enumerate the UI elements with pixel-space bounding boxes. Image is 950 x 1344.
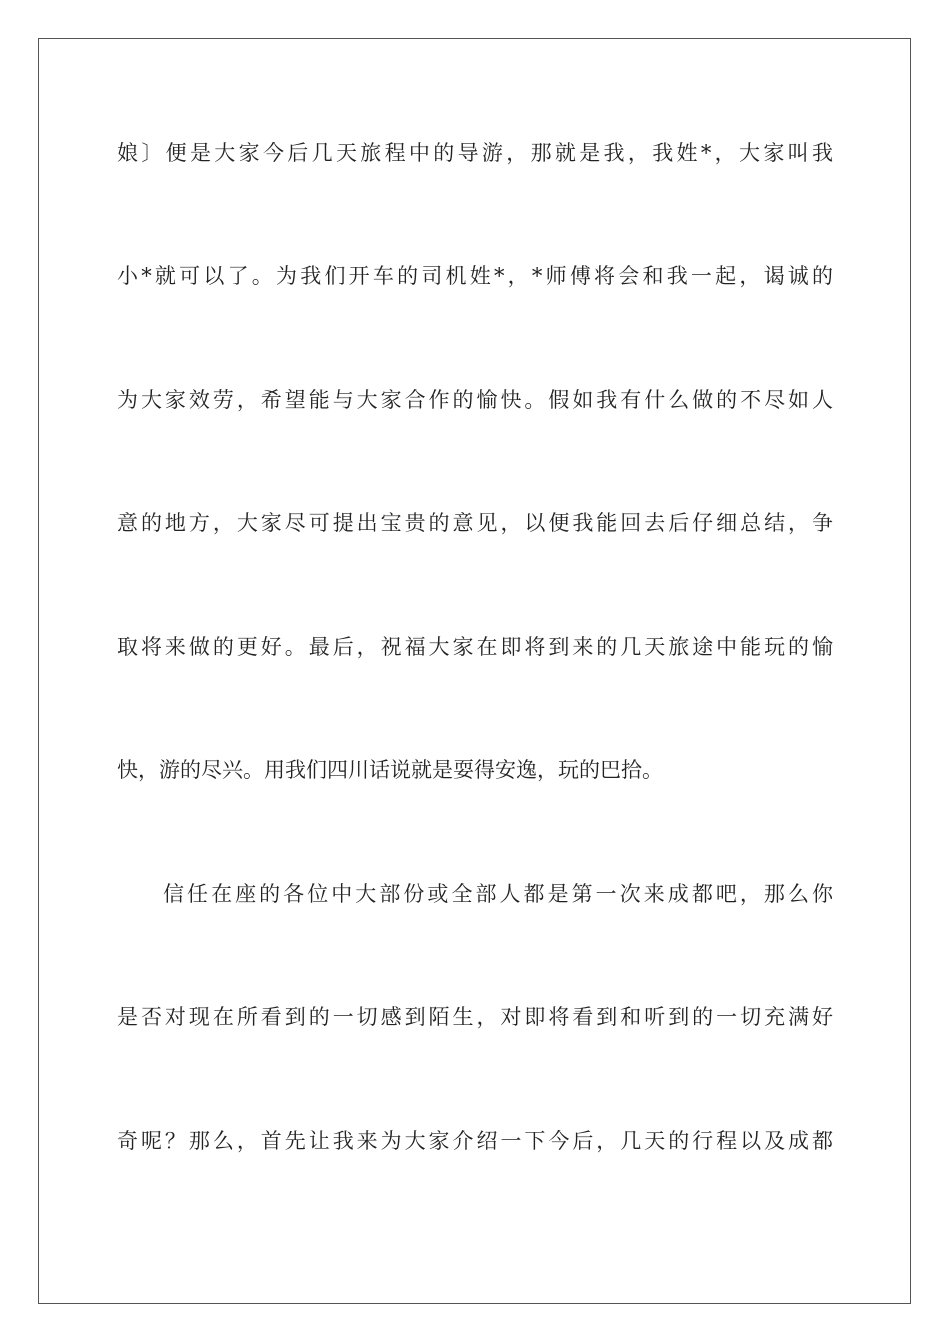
paragraph-line: 意的地方，大家尽可提出宝贵的意见，以便我能回去后仔细总结，争 [117, 511, 833, 535]
page-frame [38, 38, 911, 1304]
paragraph-line: 奇呢？那么，首先让我来为大家介绍一下今后，几天的行程以及成都 [117, 1129, 833, 1153]
paragraph-line: 信任在座的各位中大部份或全部人都是第一次来成都吧，那么你 [163, 882, 833, 906]
paragraph-line: 取将来做的更好。最后，祝福大家在即将到来的几天旅途中能玩的愉 [117, 635, 833, 659]
paragraph-line: 快，游的尽兴。用我们四川话说就是耍得安逸，玩的巴拾。 [117, 758, 663, 782]
paragraph-line: 娘〕便是大家今后几天旅程中的导游，那就是我，我姓*，大家叫我 [117, 141, 833, 165]
paragraph-line: 小*就可以了。为我们开车的司机姓*，*师傅将会和我一起，谒诚的 [117, 264, 833, 288]
paragraph-line: 为大家效劳，希望能与大家合作的愉快。假如我有什么做的不尽如人 [117, 388, 833, 412]
paragraph-line: 是否对现在所看到的一切感到陌生，对即将看到和听到的一切充满好 [117, 1005, 833, 1029]
